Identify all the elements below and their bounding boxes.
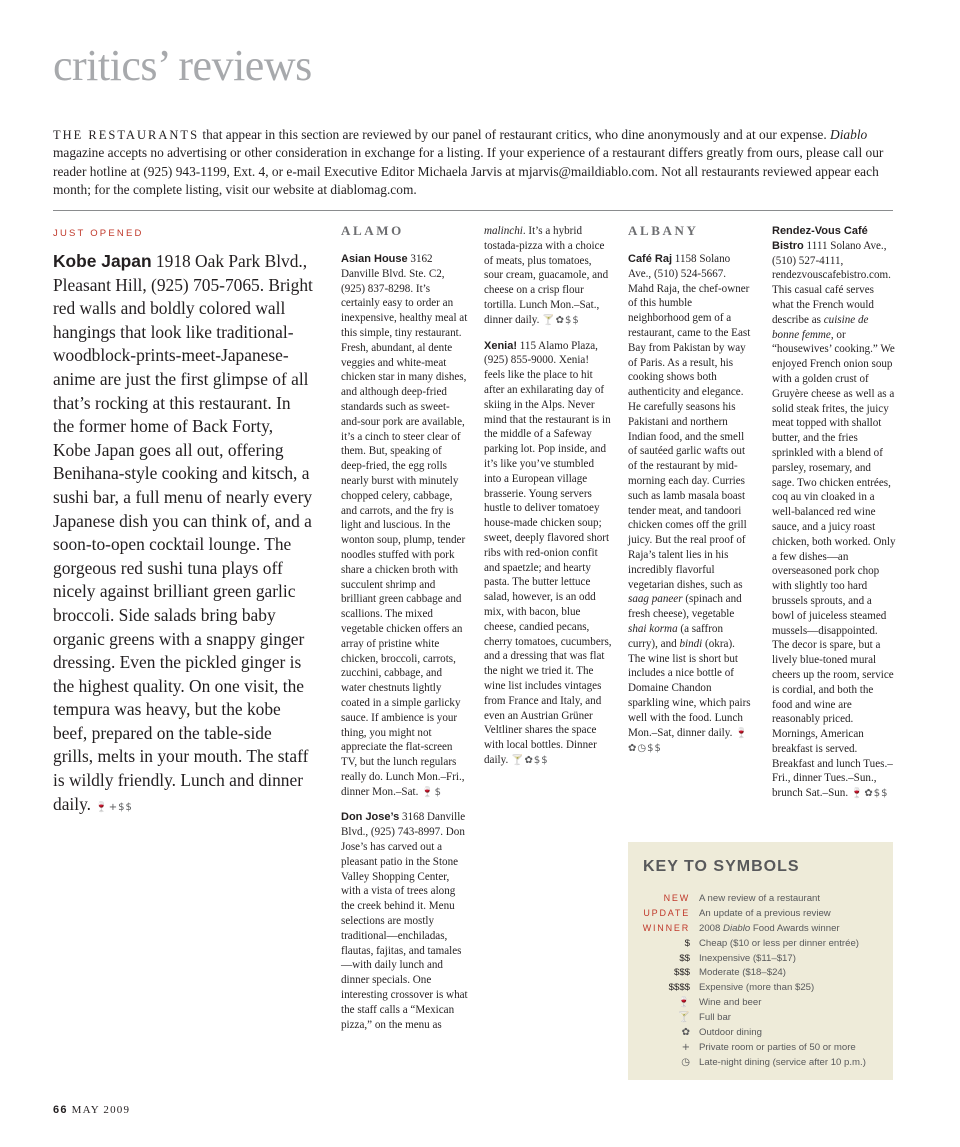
cuisine-term: cuisine de bonne femme (772, 313, 869, 341)
key-symbol: UPDATE (643, 908, 690, 919)
review-body: . It’s a hybrid tostada-pizza with a choice of meats, plus tomatoes, sour cream, guacamole, and cheese on a crisp flour tortilla. Lunch Mon.–Sat., dinner daily. (484, 225, 609, 326)
price-symbols: 🍷✿◷$$ (628, 727, 749, 755)
dish-name: shai korma (628, 622, 678, 635)
review-body: , or “housewives’ cooking.” We enjoyed French onion soup with a golden crust of Gruyère cheese as well as a solid steak frites, the juicy meat topped with shallot butter, and the fries sprinkled with a blend of parsley, rosemary, and sage. Two chicken entrées, coq au vin cloaked in a well-balanced red wine sauce, and a juicy roast chicken, both worked. Only a few dishes—an overseasoned pork chop with slightly too hard brussels sprouts, and a bowl of juiceless steamed mussels—disappointed. The decor is spare, but a lively blue-toned mural cheers up the room, service is cordial, and both the food and wine are reasonably priced. Mornings, American breakfast is served. Breakfast and lunch Tues.–Fri., dinner Tues.–Sun., brunch Sat.–Sun. (772, 328, 896, 800)
price-symbols: 🍸✿$$ (542, 314, 580, 326)
restaurant-name: Don Jose’s (341, 811, 400, 824)
section-title: critics’ reviews (53, 41, 312, 90)
intro-text: that appear in this section are reviewed by our panel of restaurant critics, who dine anonymously and at our expense. (199, 127, 831, 142)
key-row (628, 906, 893, 921)
review-body: 3168 Danville Blvd., (925) 743-8997. Don Jose’s has carved out a pleasant patio in the Stone Valley Shopping Center, with a vista of trees along the creek behind it. Menu selections are mostly traditional—enchiladas, flautas, fajitas, and tamales—with daily lunch and dinner specials. One interesting crossover is what the staff calls a “Mexican pizza,” on the menu as (341, 811, 468, 1031)
divider (53, 210, 893, 211)
key-description: Inexpensive ($11–$17) (699, 952, 796, 964)
review-don-joses-part1 (341, 810, 469, 1032)
column-alamo-cont (484, 224, 612, 779)
key-row (628, 921, 893, 936)
key-description: Moderate ($18–$24) (699, 967, 786, 979)
plus-icon: + (681, 1041, 690, 1053)
key-row (628, 980, 893, 995)
key-description: Outdoor dining (699, 1026, 762, 1038)
key-description-italic: Diablo (723, 922, 751, 934)
key-row (628, 936, 893, 951)
key-description-post: Food Awards winner (750, 922, 840, 934)
page-number: 66 (53, 1104, 68, 1116)
column-alamo (341, 224, 469, 1042)
dish-name: saag paneer (628, 593, 683, 606)
sun-icon: ✿ (681, 1026, 690, 1038)
review-body: (spinach and fresh cheese), vegetable (628, 593, 742, 621)
price-symbols: 🍷✿$$ (850, 788, 889, 800)
review-body: 1918 Oak Park Blvd., Pleasant Hill, (925) 705-7065. Bright red walls and boldly colored wall hangings that look like traditional-woodblock-prints-meet-Japanese-anime are just the first glimpse of all that’s rocking at this restaurant. In the former home of Back Forty, Kobe Japan goes all out, offering Benihana-style cooking and kitsch, a sushi bar, a full menu of nearly every Japanese dish you can think of, and a soon-to-open cocktail lounge. The gorgeous red sushi tuna plays off nicely against brilliant green garlic broccoli. Side salads bring baby organic greens with a snappy ginger dressing. Even the pickled ginger is the highest quality. On one visit, the tempura was heavy, but the kobe beef, prepared on the table-side grills, melts in your mouth. The staff is wildly friendly. Lunch and dinner daily. (53, 251, 313, 814)
restaurant-name: Café Raj (628, 253, 673, 265)
key-description: Expensive (more than $25) (699, 982, 815, 994)
key-row (628, 891, 893, 906)
key-description: Cheap ($10 or less per dinner entrée) (699, 937, 859, 949)
restaurant-name: Asian House (341, 253, 408, 265)
city-heading: ALAMO (341, 223, 404, 238)
review-cafe-raj (628, 252, 752, 757)
price-symbols: 🍷+$$ (95, 801, 133, 813)
key-description: Private room or parties of 50 or more (699, 1041, 856, 1053)
intro-text-cont: magazine accepts no advertising or other consideration in exchange for a listing. If your experience of a restaurant differs greatly from ours, please call our reader hotline at (925) 943-1199, Ext. 4, or e-mail Executive Editor Michaela Jarvis at mjarvis@maildiablo.com. Not all restaurants reviewed appear each month; for the complete listing, visit our website at diablomag.com. (53, 145, 884, 197)
key-description: An update of a previous review (699, 907, 831, 919)
review-body: (a saffron curry), and (628, 622, 724, 650)
key-symbol: $ (684, 937, 690, 949)
key-title: KEY TO SYMBOLS (643, 858, 800, 875)
just-opened-label: JUST OPENED (53, 228, 144, 239)
review-body: (okra). The wine list is short but includes a nice bottle of Domaine Chandon sparkling wine, which pairs well with the food. Lunch Mon.–Sat, dinner daily. (628, 637, 751, 739)
city-heading: ALBANY (628, 223, 699, 238)
review-body: 115 Alamo Plaza, (925) 855-9000. Xenia! feels like the place to hit after an exhilarating day of skiing in the Alps. Never mind that the restaurant is in the middle of a Safeway parking lot. Pop inside, and it’s like you’ve stumbled into a European village brasserie. Young servers hustle to deliver tomatoey house-made chicken soup; sweet, deeply flavored short ribs with red-onion confit and spaetzle; and hearty pasta. The butter lettuce salad, however, is an odd mix, with bacon, blue cheese, candied pecans, cherry tomatoes, cucumbers, and a dressing that was flat the night we tried it. The wine list includes vintages from France and Italy, and even an Austrian Grüner Veltliner shares the space with local bottles. Dinner daily. (484, 339, 612, 766)
column-albany-cont (772, 224, 896, 812)
key-symbol: NEW (663, 893, 690, 904)
dish-name: malinchi (484, 225, 523, 237)
key-symbol: $$$$ (668, 982, 690, 994)
price-symbols: 🍸✿$$ (511, 754, 549, 766)
key-description (699, 923, 840, 934)
clock-icon: ◷ (681, 1056, 690, 1068)
key-symbol: WINNER (642, 923, 690, 934)
restaurant-name: Rendez-Vous Café Bistro (772, 225, 868, 252)
key-row (628, 1025, 893, 1040)
intro-magazine-name: Diablo (830, 127, 868, 142)
intro-paragraph (53, 126, 903, 199)
review-body: 3162 Danville Blvd. Ste. C2, (925) 837-8298. It’s certainly easy to order an inexpensive, healthy meal at this simple, tiny restaurant. Fresh, abundant, al dente veggies and white-meat chicken star in many dishes, and although deep-fried standards such as sweet-and-sour pork are available, it’s a cinch to steer clear of them. But, speaking of deep-fried, the egg rolls nearly burst with minutely chopped celery, cabbage, and carrots, and the fry is light and luscious. In the wonton soup, plump, tender noodles stuffed with pork share a chicken broth with succulent shrimp and brilliant green cabbage and scallions. The mixed vegetable chicken offers an array of pristine white chicken, broccoli, carrots, zucchini, cabbage, and water chestnuts lightly coated in a simple garlicky sauce. If ambience is your thing, you might not appreciate the flat-screen TV, but the lunch regulars really do. Lunch Mon.–Fri., dinner Mon.–Sat. (341, 253, 468, 798)
restaurant-name: Kobe Japan (53, 251, 152, 271)
key-symbol: $$$ (673, 967, 690, 979)
review-rendez-vous (772, 224, 896, 802)
feature-review (53, 250, 315, 819)
key-list (628, 891, 893, 1070)
review-xenia (484, 339, 612, 769)
review-don-joses-part2 (484, 224, 612, 329)
column-albany (628, 224, 752, 767)
dish-name: bindi (679, 637, 703, 650)
page-footer (53, 1104, 130, 1116)
key-description-pre: 2008 (699, 922, 724, 934)
key-row (628, 1055, 893, 1070)
key-row (628, 951, 893, 966)
restaurant-name: Xenia! (484, 339, 518, 352)
review-body: 1158 Solano Ave., (510) 524-5667. Mahd Raja, the chef-owner of this humble neighborhood gem of a restaurant, came to the East Bay from Pakistan by way of Paris. As a result, his cooking shows both authenticity and elegance. He carefully seasons his Pakistani and northern Indian food, and the smell of sautéed garlic wafts out of the restaurant by mid-morning each day. Curries such as lamb masala boast tender meat, and tandoori chicken comes off the grill juicy. But the real proof of Raja’s talent lies in his incredibly flavorful vegetarian dishes, such as (628, 253, 751, 591)
issue-date: MAY 2009 (71, 1104, 131, 1116)
key-row (628, 1010, 893, 1025)
key-description: A new review of a restaurant (699, 892, 821, 904)
cocktail-glass-icon: 🍸 (677, 1012, 690, 1024)
price-symbols: 🍷$ (421, 786, 442, 798)
review-body: 1111 Solano Ave., (510) 527-4111, rendezvouscafebistro.com. This casual café serves what the French would describe as (772, 239, 891, 326)
intro-lead: THE RESTAURANTS (53, 128, 200, 142)
key-row (628, 1040, 893, 1055)
review-asian-house (341, 252, 469, 800)
key-row (628, 995, 893, 1010)
key-description: Wine and beer (699, 997, 762, 1009)
key-row (628, 965, 893, 980)
key-description: Late-night dining (service after 10 p.m.) (699, 1056, 866, 1068)
key-symbol: $$ (679, 952, 690, 964)
key-description: Full bar (699, 1012, 731, 1024)
wine-glass-icon: 🍷 (677, 997, 690, 1009)
